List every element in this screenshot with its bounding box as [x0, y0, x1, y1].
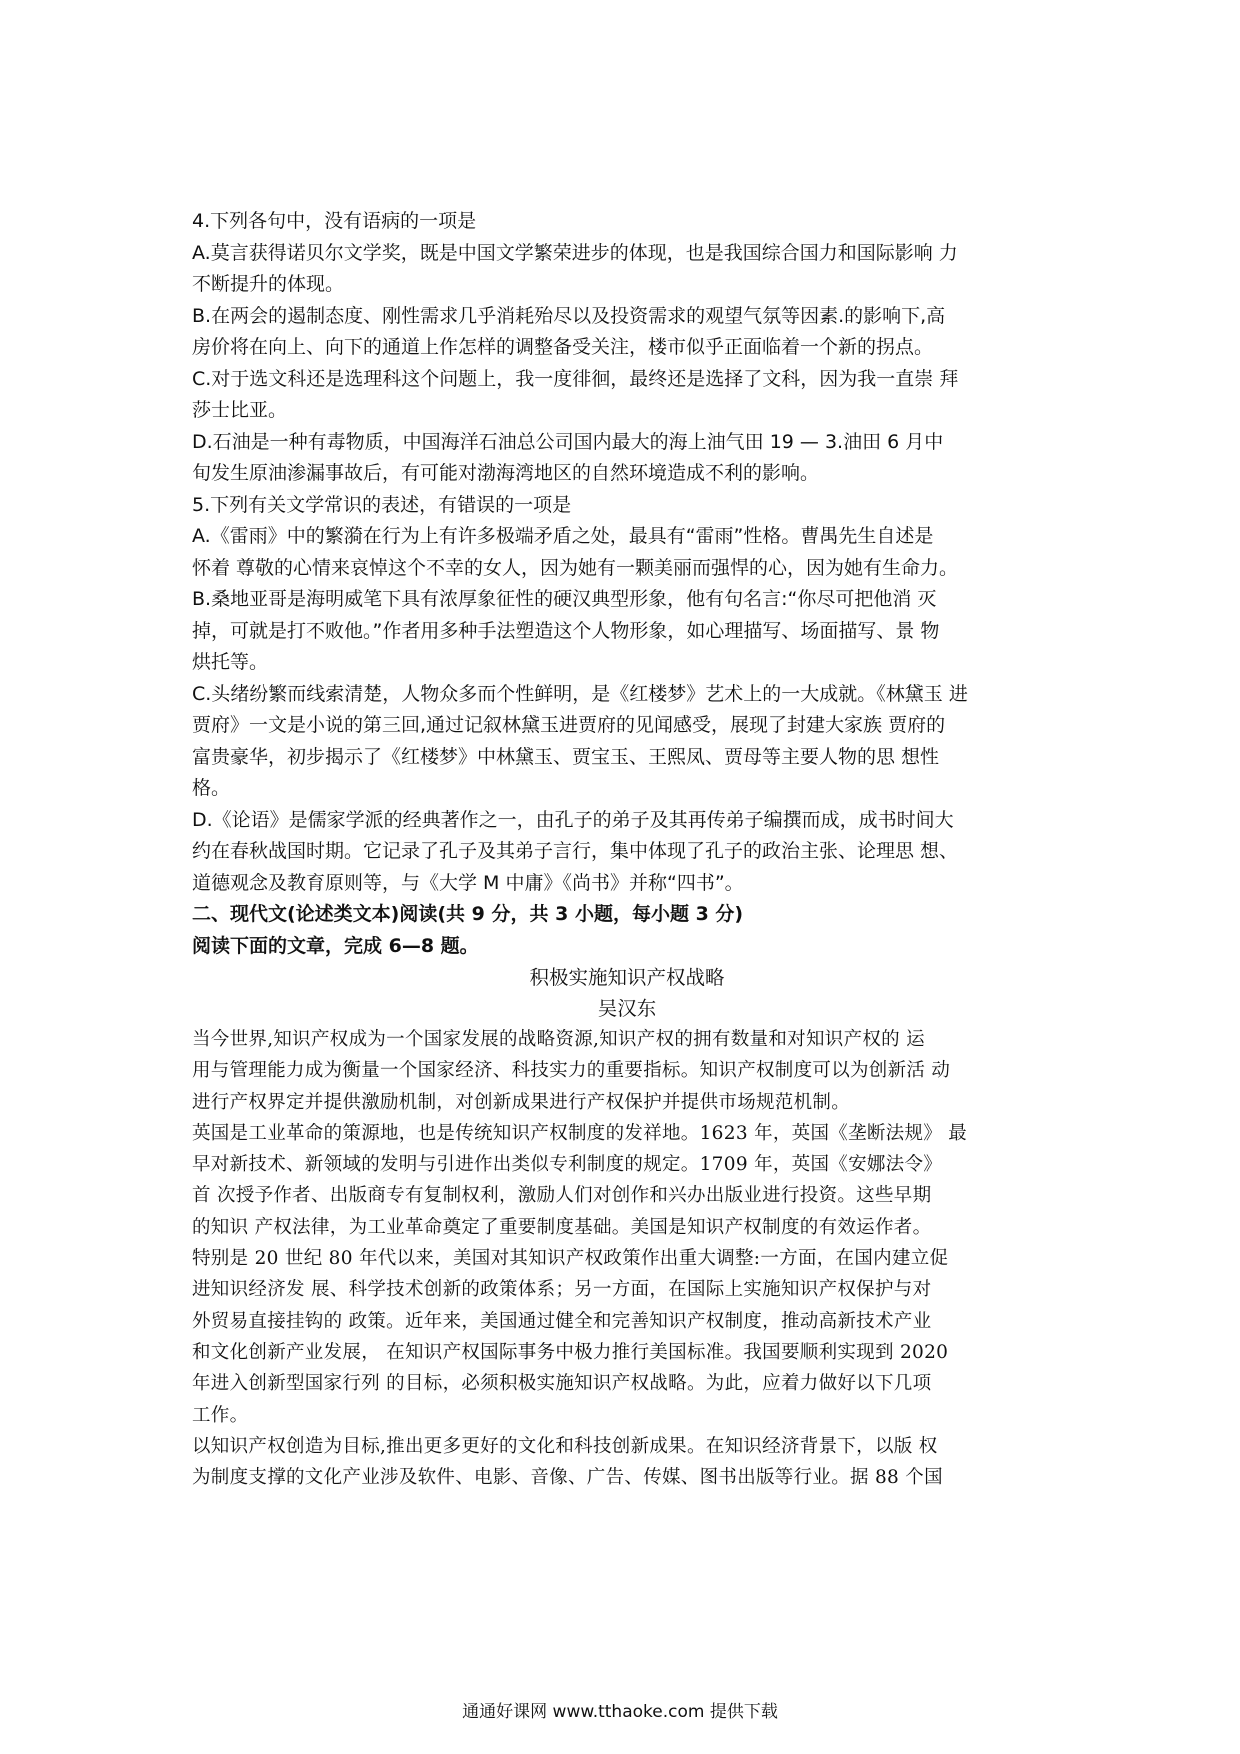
- option-b-line: 烘托等。: [192, 651, 269, 673]
- option-b-line: B.在两会的遏制态度、刚性需求几乎消耗殆尽以及投资需求的观望气氛等因素.的影响下,高: [192, 304, 946, 327]
- option-d-line: 旬发生原油渗漏事故后，有可能对渤海湾地区的自然环境造成不利的影响。: [192, 462, 820, 484]
- article-line: 当今世界,知识产权成为一个国家发展的战略资源,知识产权的拥有数量和对知识产权的 运: [192, 1029, 925, 1050]
- option-c-line: 富贵豪华，初步揭示了《红楼梦》中林黛玉、贾宝玉、王熙凤、贾母等主要人物的思 想性: [192, 745, 940, 768]
- option-d-line: 约在春秋战国时期。它记录了孔子及其弟子言行，集中体现了孔子的政治主张、论理思 想、: [192, 840, 959, 862]
- article-line: 以知识产权创造为目标,推出更多更好的文化和科技创新成果。在知识经济背景下，以版 权: [192, 1435, 938, 1457]
- option-b-line: 掉，可就是打不败他。”作者用多种手法塑造这个人物形象，如心理描写、场面描写、景 物: [192, 619, 940, 642]
- question-4: [192, 206, 1062, 490]
- article-author: 吴汉东: [597, 997, 657, 1020]
- article-line: 外贸易直接挂钩的 政策。近年来，美国通过健全和完善知识产权制度，推动高新技术产业: [192, 1310, 932, 1332]
- option-d-line: 道德观念及教育原则等，与《大学 M 中庸》《尚书》并称“四书”。: [192, 871, 744, 894]
- page-footer: 通通好课网 www.tthaoke.com 提供下载: [462, 1702, 778, 1722]
- document-page: [192, 206, 1062, 1493]
- option-d-line: D.石油是一种有毒物质，中国海洋石油总公司国内最大的海上油气田 19 — 3.油田 6 月中: [192, 430, 944, 453]
- section-header: [192, 899, 1062, 962]
- option-c-line: 莎士比亚。: [192, 399, 288, 421]
- option-c-line: C.对于选文科还是选理科这个问题上，我一度徘徊，最终还是选择了文科，因为我一直崇 拜: [192, 367, 959, 390]
- option-a-line: 怀着 尊敬的心情来哀悼这个不幸的女人，因为她有一颗美丽而强悍的心，因为她有生命力。: [192, 556, 959, 579]
- section-heading: 二、现代文(论述类文本)阅读(共 9 分，共 3 小题，每小题 3 分): [192, 903, 744, 925]
- question-stem: 5.下列有关文学常识的表述，有错误的一项是: [192, 493, 572, 516]
- question-5: [192, 490, 1062, 900]
- article-line: 年进入创新型国家行列 的目标，必须积极实施知识产权战略。为此，应着力做好以下几项: [192, 1373, 932, 1395]
- article-line: 为制度支撑的文化产业涉及软件、电影、音像、广告、传媒、图书出版等行业。据 88 个国: [192, 1467, 943, 1489]
- option-c-line: C.头绪纷繁而线索清楚，人物众多而个性鲜明，是《红楼梦》艺术上的一大成就。《林黛玉 进: [192, 682, 968, 705]
- article-line: 和文化创新产业发展， 在知识产权国际事务中极力推行美国标准。我国要顺利实现到 2020: [192, 1341, 949, 1363]
- option-a-line: A.《雷雨》中的繁漪在行为上有许多极端矛盾之处，最具有“雷雨”性格。曹禺先生自述是: [192, 525, 934, 547]
- article-title: 积极实施知识产权战略: [529, 966, 725, 989]
- option-d-line: D.《论语》是儒家学派的经典著作之一，由孔子的弟子及其再传弟子编撰而成，成书时间大: [192, 808, 954, 831]
- article-line: 早对新技术、新领域的发明与引进作出类似专利制度的规定。1709 年，英国《安娜法令》: [192, 1154, 943, 1176]
- article-body: [192, 1024, 1062, 1493]
- option-a-line: A.莫言获得诺贝尔文学奖，既是中国文学繁荣进步的体现，也是我国综合国力和国际影响 力: [192, 241, 958, 264]
- article-line: 特别是 20 世纪 80 年代以来，美国对其知识产权政策作出重大调整:一方面，在国内建立促: [192, 1248, 949, 1270]
- article-line: 的知识 产权法律，为工业革命奠定了重要制度基础。美国是知识产权制度的有效运作者。: [192, 1216, 932, 1238]
- article-line: 工作。: [192, 1404, 249, 1426]
- option-b-line: 房价将在向上、向下的通道上作怎样的调整备受关注，楼市似乎正面临着一个新的拐点。: [192, 336, 934, 358]
- article-line: 用与管理能力成为衡量一个国家经济、科技实力的重要指标。知识产权制度可以为创新活 动: [192, 1060, 951, 1082]
- article-line: 首 次授予作者、出版商专有复制权利，激励人们对创作和兴办出版业进行投资。这些早期: [192, 1185, 932, 1207]
- article-line: 进行产权界定并提供激励机制，对创新成果进行产权保护并提供市场规范机制。: [192, 1091, 851, 1113]
- option-c-line: 贾府》一文是小说的第三回,通过记叙林黛玉进贾府的见闻感受，展现了封建大家族 贾府的: [192, 714, 946, 736]
- article-line: 英国是工业革命的策源地，也是传统知识产权制度的发祥地。1623 年，英国《垄断法规》 最: [192, 1122, 968, 1144]
- section-instruction: 阅读下面的文章，完成 6—8 题。: [192, 934, 479, 957]
- option-b-line: B.桑地亚哥是海明威笔下具有浓厚象征性的硬汉典型形象，他有句名言:“你尽可把他消 灭: [192, 588, 937, 610]
- option-c-line: 格。: [192, 777, 231, 799]
- article-line: 进知识经济发 展、科学技术创新的政策体系；另一方面，在国际上实施知识产权保护与对: [192, 1279, 932, 1301]
- option-a-line: 不断提升的体现。: [192, 273, 345, 295]
- question-stem: 4.下列各句中，没有语病的一项是: [192, 210, 477, 232]
